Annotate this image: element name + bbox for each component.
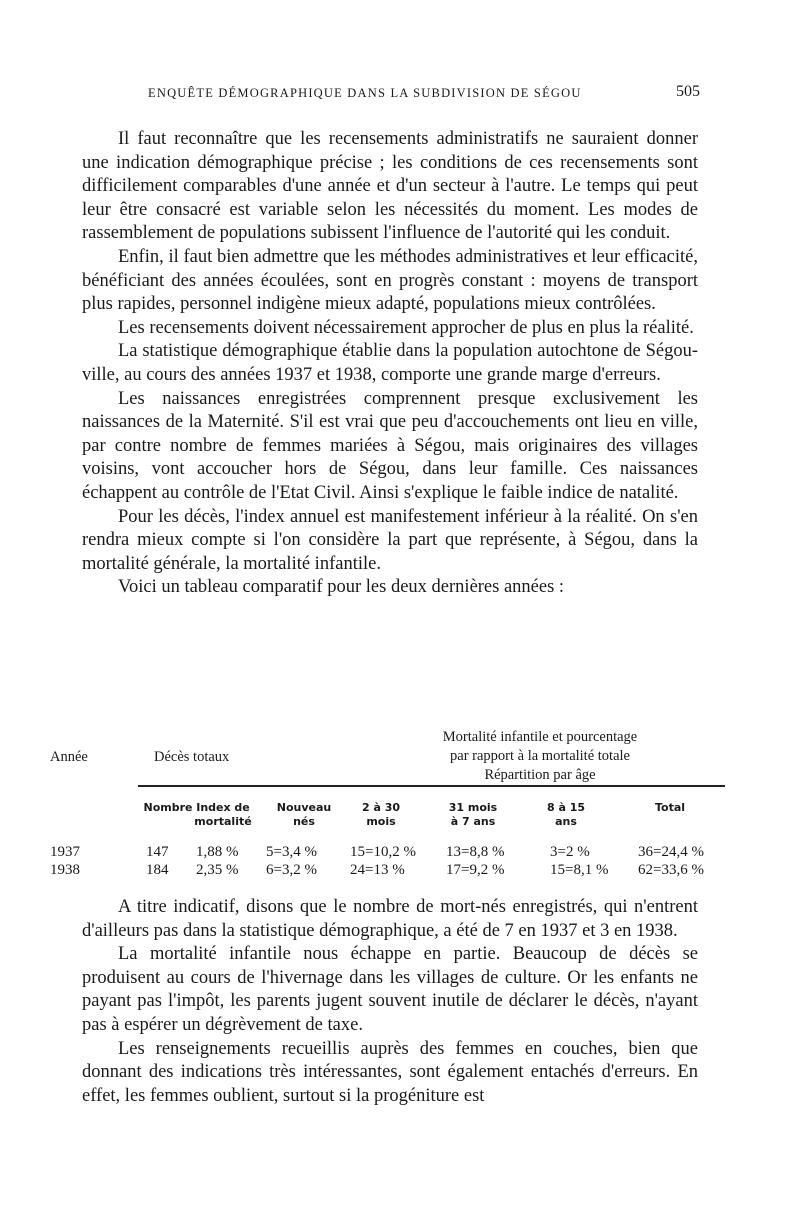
table-cell: 5=3,4 %: [266, 844, 317, 860]
body-text-top: [82, 128, 698, 600]
table-cell-year: 1938: [50, 862, 80, 878]
paragraph: Il faut reconnaître que les recensements administratifs ne sauraient donner une indication démographique précise ; les conditions de ces recensements sont difficilement comparables d'une année et d'un secteur à l'autre. Le temps qui peut leur être consacré est variable selon les nécessités du moment. Les modes de rassemblement de populations subissent l'influence de l'autorité qui les conduit.: [82, 129, 698, 244]
paragraph: Pour les décès, l'index annuel est manifestement inférieur à la réalité. On s'en rendra mieux compte si l'on considère la part que représente, à Ségou, dans la mortalité générale, la mortalité infantile.: [82, 506, 698, 574]
subhead-index: Index de mortalité: [194, 801, 252, 828]
paragraph: A titre indicatif, disons que le nombre de mort-nés enregistrés, qui n'entrent d'ailleurs pas dans la statistique démographique, a été de 7 en 1937 et 3 en 1938.: [82, 897, 698, 941]
subhead-total: Total: [654, 801, 686, 814]
table-cell: 17=9,2 %: [446, 862, 505, 878]
subhead-8-15-ans: 8 à 15 ans: [546, 801, 586, 828]
table-cell: 13=8,8 %: [446, 844, 505, 860]
table-cell: 15=8,1 %: [550, 862, 609, 878]
table-cell: 184: [146, 862, 169, 878]
paragraph: Les recensements doivent nécessairement approcher de plus en plus la réalité.: [118, 317, 694, 338]
table-cell: 6=3,2 %: [266, 862, 317, 878]
paragraph: Enfin, il faut bien admettre que les méthodes administratives et leur efficacité, bénéficiant des années écoulées, sont en progrès constant : moyens de transport plus rapides, personnel indigène mieux adapté, populations mieux contrôlées.: [82, 246, 698, 315]
header-deces-totaux: Décès totaux: [154, 749, 230, 765]
paragraph: Voici un tableau comparatif pour les deux dernières années :: [118, 577, 565, 598]
table-cell: 36=24,4 %: [638, 844, 704, 860]
table-cell: 1,88 %: [196, 844, 239, 860]
subhead-nouveau-nes: Nouveau nés: [276, 801, 332, 828]
paragraph: La statistique démographique établie dans la population autochtone de Ségou-ville, au cours des années 1937 et 1938, comporte une grande marge d'erreurs.: [82, 341, 698, 385]
table-cell: 24=13 %: [350, 862, 405, 878]
table-cell: 2,35 %: [196, 862, 239, 878]
subhead-31-mois-7-ans: 31 mois à 7 ans: [448, 801, 498, 828]
subhead-2-30-mois: 2 à 30 mois: [361, 801, 401, 828]
paragraph: La mortalité infantile nous échappe en partie. Beaucoup de décès se produisent au cours de l'hivernage dans les villages de culture. Or les enfants ne payant pas l'impôt, les parents jugent souvent inutile de déclarer le décès, n'ayant pas à espérer un dégrèvement de taxe.: [82, 944, 698, 1035]
table-cell: 15=10,2 %: [350, 844, 416, 860]
group-header-line: Mortalité infantile et pourcentage: [442, 729, 638, 745]
paragraph: Les renseignements recueillis auprès des femmes en couches, bien que donnant des indications très intéressantes, sont également entachés d'erreurs. En effet, les femmes oublient, surtout si la progéniture est: [82, 1038, 698, 1106]
running-title: ENQUÊTE DÉMOGRAPHIQUE DANS LA SUBDIVISION DE SÉGOU: [148, 86, 582, 100]
table-cell: 147: [146, 844, 169, 860]
table-cell-year: 1937: [50, 844, 80, 860]
table-cell: 62=33,6 %: [638, 862, 704, 878]
table-rule: [138, 785, 725, 787]
body-text-bottom: [82, 896, 698, 1108]
table-cell: 3=2 %: [550, 844, 590, 860]
subhead-nombre: Nombre: [143, 801, 193, 814]
group-header-line: par rapport à la mortalité totale: [450, 748, 630, 764]
page-number: 505: [676, 83, 700, 100]
paragraph: Les naissances enregistrées comprennent presque exclusivement les naissances de la Maternité. S'il est vrai que peu d'accouchements ont lieu en ville, par contre nombre de femmes mariées à Ségou, mais originaires des villages voisins, vont accoucher hors de Ségou, dans leur famille. Ces naissances échappent au contrôle de l'Etat Civil. Ainsi s'explique le faible indice de natalité.: [82, 388, 698, 503]
group-header-line: Répartition par âge: [484, 767, 596, 783]
header-annee: Année: [50, 749, 88, 765]
